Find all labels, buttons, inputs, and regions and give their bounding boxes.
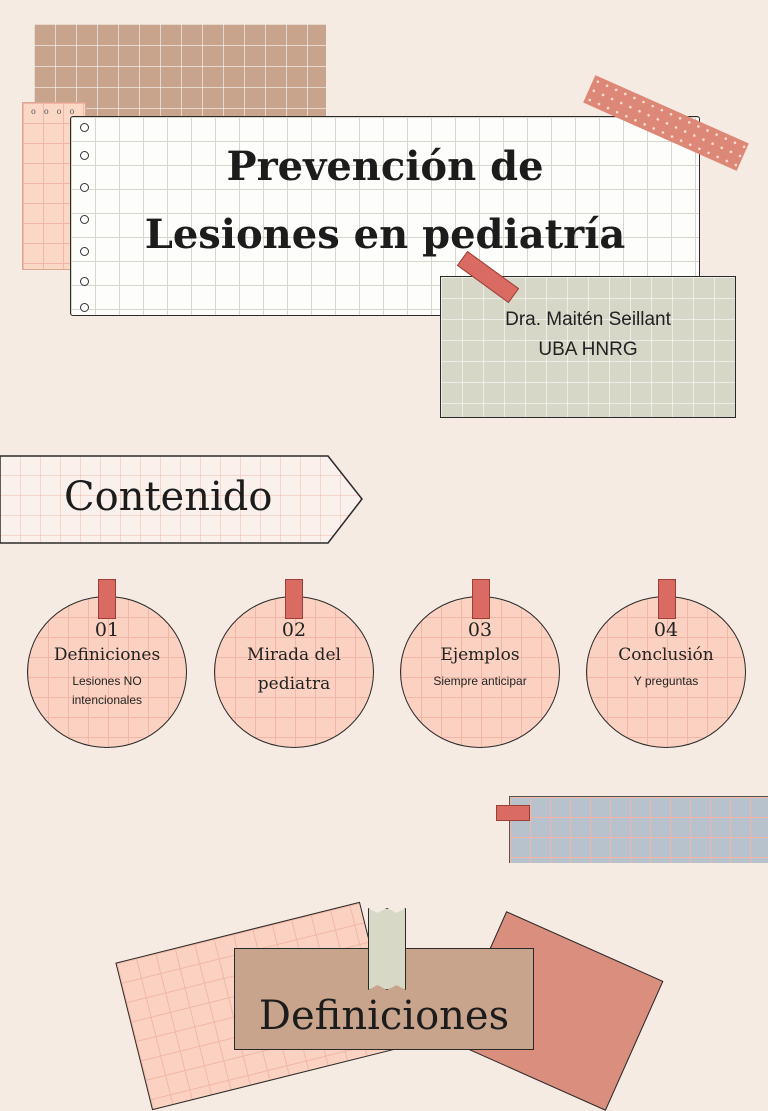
author-affiliation: UBA HNRG — [538, 339, 638, 360]
binder-hole — [80, 123, 89, 132]
title-line-2: Lesiones en pediatría — [144, 211, 626, 258]
item-number: 02 — [281, 619, 307, 641]
item-sub: Lesiones NO intencionales — [71, 674, 143, 707]
binder-hole — [80, 183, 89, 192]
tape-decoration — [658, 579, 676, 619]
item-label: Definiciones — [53, 645, 161, 665]
binder-hole — [80, 247, 89, 256]
definitions-heading: Definiciones — [258, 993, 510, 1039]
item-sub: Siempre anticipar — [433, 674, 527, 688]
binder-hole — [80, 303, 89, 312]
pink-notepad-decoration: oooo — [22, 102, 86, 270]
binder-hole — [80, 277, 89, 286]
author-name: Dra. Maitén Seillant — [505, 309, 671, 330]
binder-hole — [80, 215, 89, 224]
tape-decoration — [285, 579, 303, 619]
item-label: Ejemplos — [440, 645, 520, 665]
tape-decoration — [368, 908, 406, 990]
contents-heading: Contenido — [64, 474, 273, 520]
tape-decoration — [472, 579, 490, 619]
slate-paper-decoration — [509, 796, 768, 863]
item-label: Conclusión — [618, 645, 714, 665]
tape-decoration — [98, 579, 116, 619]
item-sub: Y preguntas — [633, 674, 699, 688]
title-line-1: Prevención de — [226, 143, 544, 190]
item-number: 04 — [653, 619, 679, 641]
item-label: Mirada del — [247, 645, 341, 665]
author-paper — [440, 276, 736, 418]
item-label: pediatra — [257, 674, 331, 694]
tape-decoration — [496, 805, 530, 821]
item-number: 03 — [467, 619, 493, 641]
item-number: 01 — [94, 619, 120, 641]
binder-hole — [80, 151, 89, 160]
